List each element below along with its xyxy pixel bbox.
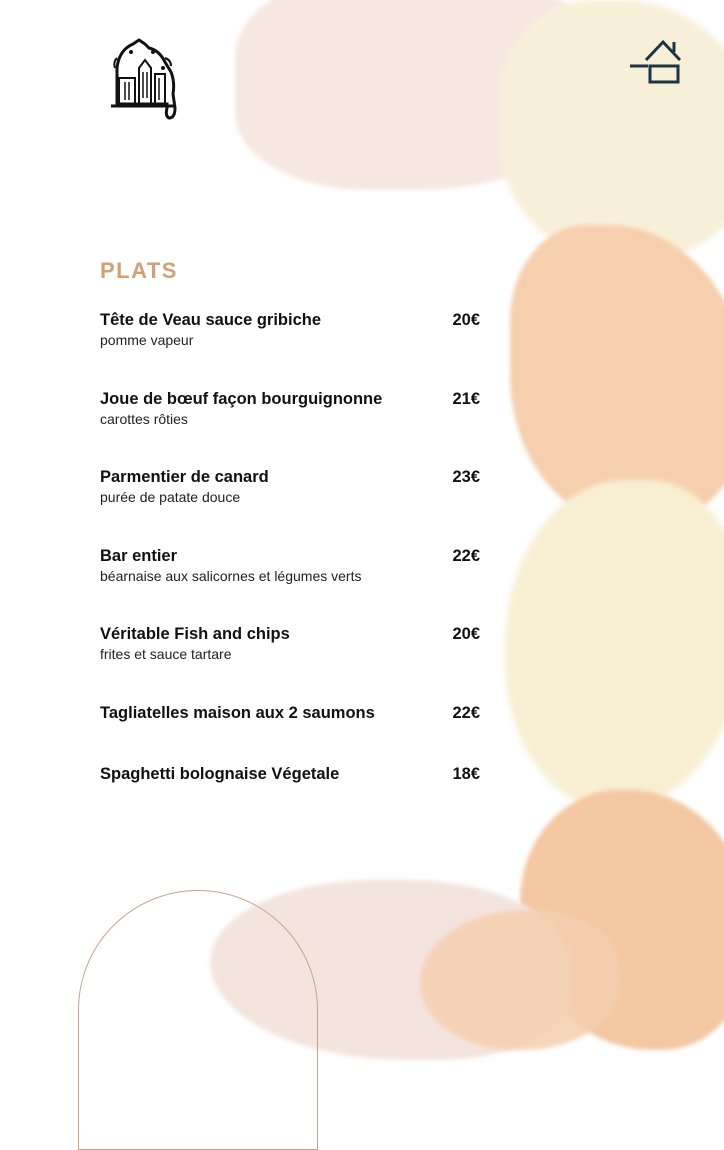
menu-item-price: 20€ <box>452 311 480 329</box>
menu-item-description: béarnaise aux salicornes et légumes verts <box>100 568 362 584</box>
menu-item-name: Joue de bœuf façon bourguignonne <box>100 390 383 408</box>
menu-item-name: Spaghetti bolognaise Végetale <box>100 765 340 783</box>
section-title: PLATS <box>100 258 178 283</box>
house-logo-icon <box>628 38 686 84</box>
menu-item-price: 23€ <box>452 468 480 486</box>
menu-item-description: purée de patate douce <box>100 489 241 505</box>
menu-item-name: Bar entier <box>100 547 178 565</box>
menu-item-price: 22€ <box>452 704 480 722</box>
menu-item <box>100 703 480 723</box>
menu-item <box>100 624 480 663</box>
menu-item <box>100 764 480 784</box>
menu-item <box>100 389 480 428</box>
menu-item-name: Tête de Veau sauce gribiche <box>100 311 322 329</box>
menu-item <box>100 310 480 349</box>
watercolor-blob-cream-middle <box>505 480 724 810</box>
menu-item-name: Véritable Fish and chips <box>100 625 290 643</box>
decorative-arch-outline <box>78 890 318 1150</box>
menu-item-description: pomme vapeur <box>100 332 194 348</box>
menu-item-price: 21€ <box>452 390 480 408</box>
menu-item-price: 18€ <box>452 765 480 783</box>
watercolor-blob-peach-bottom-center <box>420 910 620 1050</box>
menu-item-name: Tagliatelles maison aux 2 saumons <box>100 704 375 722</box>
watercolor-blob-cream-top <box>500 0 724 260</box>
menu-item-description: carottes rôties <box>100 411 188 427</box>
menu-item-price: 20€ <box>452 625 480 643</box>
menu-item-price: 22€ <box>452 547 480 565</box>
church-illustration-icon <box>105 38 181 120</box>
menu-item-name: Parmentier de canard <box>100 468 269 486</box>
menu-item-description: frites et sauce tartare <box>100 646 232 662</box>
menu-item <box>100 546 480 585</box>
menu-item <box>100 467 480 506</box>
